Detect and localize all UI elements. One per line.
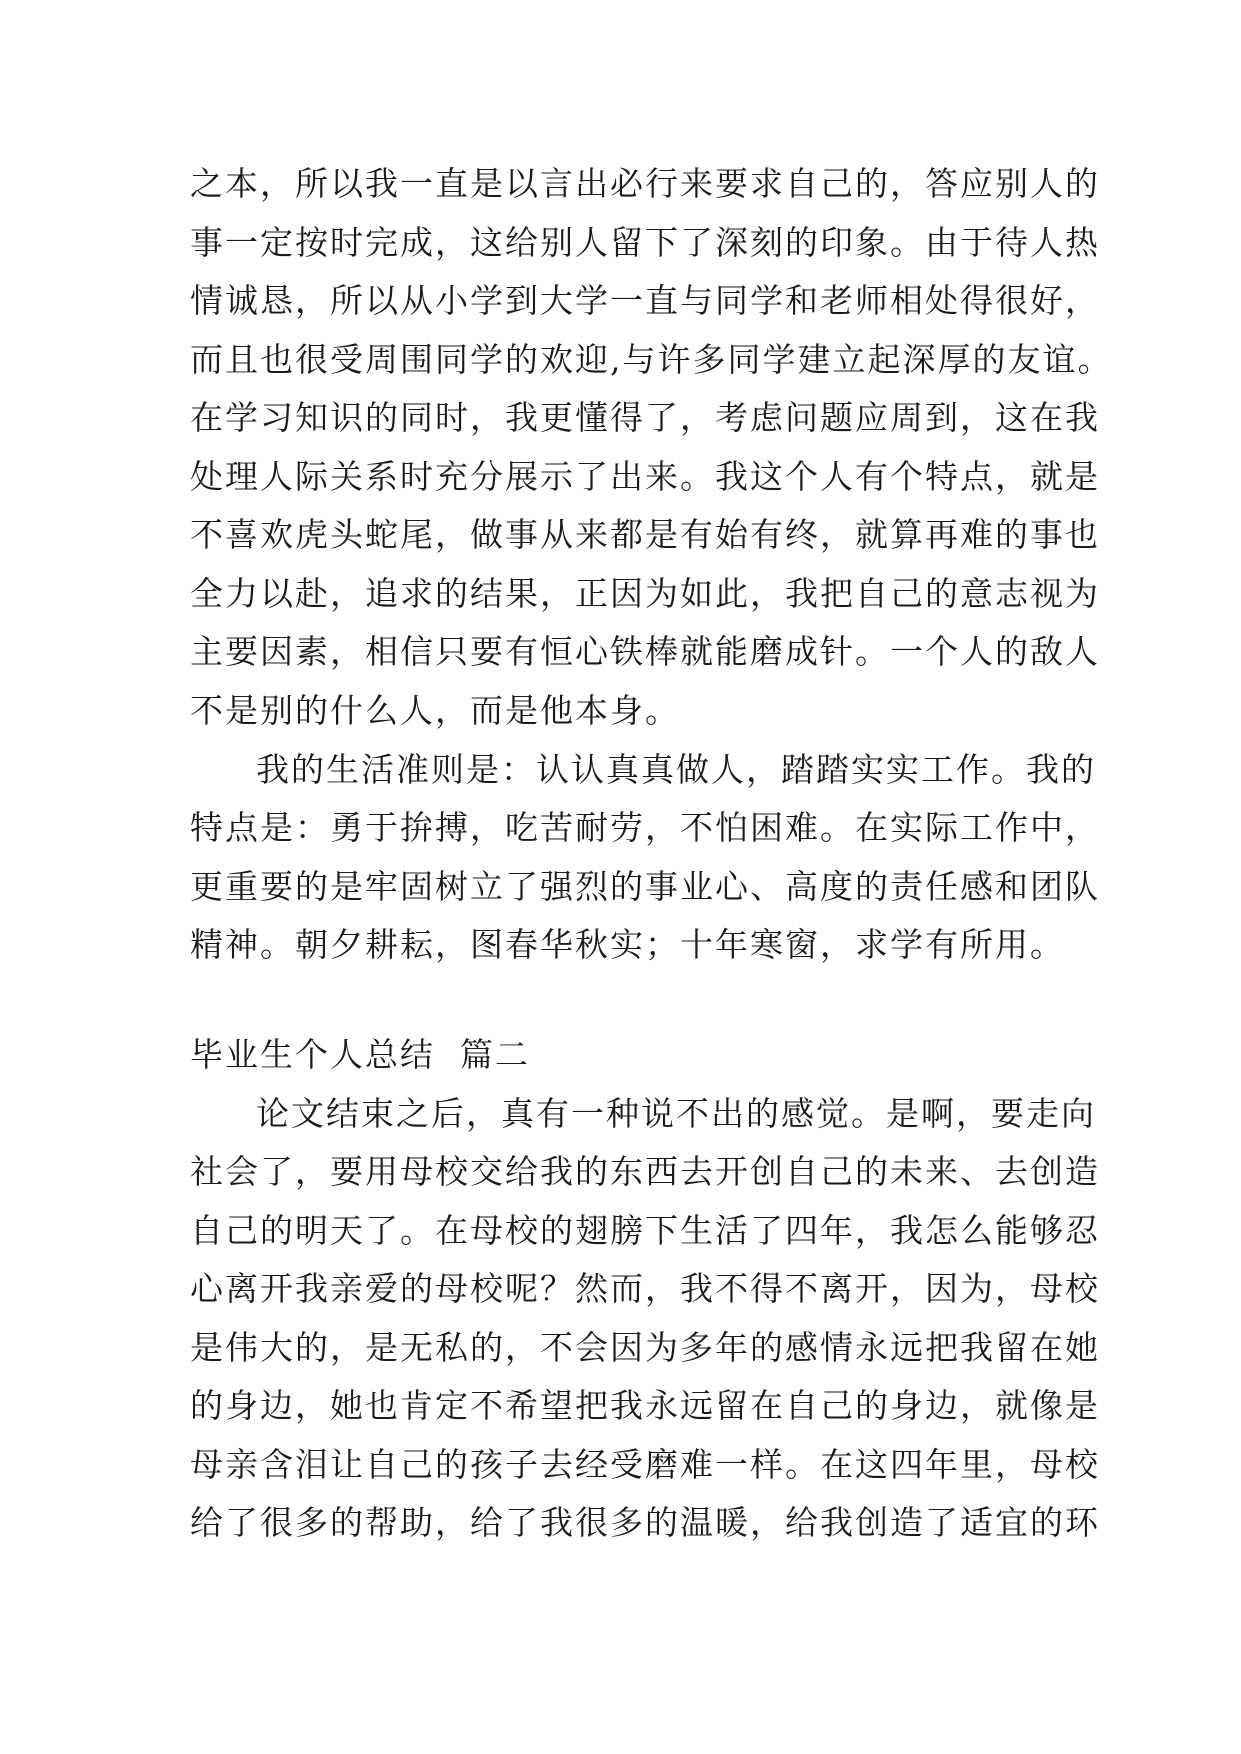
text-line: 情诚恳，所以从小学到大学一直与同学和老师相处得很好， (190, 281, 1100, 320)
text-line: 事一定按时完成，这给别人留下了深刻的印象。由于待人热 (190, 223, 1100, 262)
text-line: 给了很多的帮助，给了我很多的温暖，给我创造了适宜的环 (190, 1503, 1100, 1542)
text-line: 是伟大的，是无私的，不会因为多年的感情永远把我留在她 (190, 1328, 1100, 1367)
paragraph-first-line: 论文结束之后，真有一种说不出的感觉。是啊，要走向 (256, 1094, 1096, 1133)
text-line: 特点是：勇于拚搏，吃苦耐劳，不怕困难。在实际工作中， (190, 808, 1100, 847)
text-line: 心离开我亲爱的母校呢？然而，我不得不离开，因为，母校 (190, 1269, 1100, 1308)
text-line: 全力以赴，追求的结果，正因为如此，我把自己的意志视为 (190, 574, 1100, 613)
text-line: 不是别的什么人，而是他本身。 (190, 691, 680, 730)
text-line: 之本，所以我一直是以言出必行来要求自己的，答应别人的 (190, 164, 1100, 203)
text-line: 母亲含泪让自己的孩子去经受磨难一样。在这四年里，母校 (190, 1445, 1100, 1484)
text-line: 精神。朝夕耕耘，图春华秋实；十年寒窗，求学有所用。 (190, 925, 1065, 964)
text-line: 社会了，要用母校交给我的东西去开创自己的未来、去创造 (190, 1152, 1100, 1191)
paragraph-first-line: 我的生活准则是：认认真真做人，踏踏实实工作。我的 (256, 750, 1096, 789)
text-line: 主要因素，相信只要有恒心铁棒就能磨成针。一个人的敌人 (190, 632, 1100, 671)
text-line: 的身边，她也肯定不希望把我永远留在自己的身边，就像是 (190, 1386, 1100, 1425)
section-heading: 毕业生个人总结 篇二 (190, 1035, 530, 1074)
text-line: 自己的明天了。在母校的翅膀下生活了四年，我怎么能够忍 (190, 1211, 1100, 1250)
text-line: 而且也很受周围同学的欢迎,与许多同学建立起深厚的友谊。 (190, 340, 1113, 379)
text-line: 更重要的是牢固树立了强烈的事业心、高度的责任感和团队 (190, 867, 1100, 906)
text-line: 处理人际关系时充分展示了出来。我这个人有个特点，就是 (190, 457, 1100, 496)
text-line: 不喜欢虎头蛇尾，做事从来都是有始有终，就算再难的事也 (190, 515, 1100, 554)
text-line: 在学习知识的同时，我更懂得了，考虑问题应周到，这在我 (190, 398, 1100, 437)
